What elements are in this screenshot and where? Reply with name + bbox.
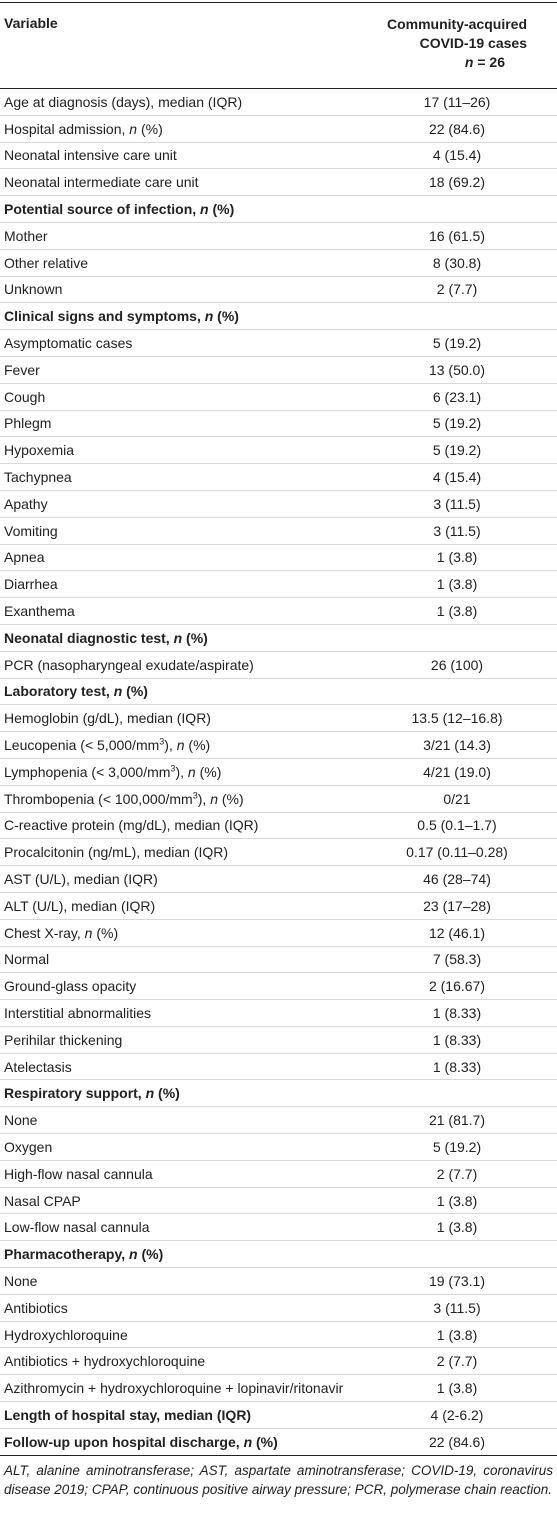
table-row: [0, 1375, 557, 1402]
row-value: 1 (8.33): [432, 1004, 482, 1021]
table-row: [0, 1161, 557, 1188]
row-value: 26 (100): [430, 656, 484, 673]
row-value: 1 (3.8): [436, 1192, 478, 1209]
table-row: [0, 89, 557, 116]
row-label: Antibiotics + hydroxychloroquine: [4, 1353, 206, 1370]
row-label: Other relative: [4, 254, 89, 271]
variable-column-header: Variable: [4, 15, 58, 31]
row-value: 21 (81.7): [428, 1112, 486, 1129]
row-value: 1 (3.8): [436, 603, 478, 620]
row-value: 22 (84.6): [428, 1433, 486, 1450]
table-row: [0, 1000, 557, 1027]
row-label: High-flow nasal cannula: [4, 1165, 153, 1182]
table-row: [0, 732, 557, 759]
row-value: 5 (19.2): [432, 335, 482, 352]
table-row: [0, 1348, 557, 1375]
table-row: [0, 464, 557, 491]
row-label: Diarrhea: [4, 576, 58, 593]
row-label: Cough: [4, 388, 46, 405]
table-row: [0, 920, 557, 947]
row-label: None: [4, 1272, 38, 1289]
row-value: 5 (19.2): [432, 442, 482, 459]
cases-header-n: n = 26: [464, 54, 505, 70]
row-label: Hypoxemia: [4, 442, 75, 459]
row-label: PCR (nasopharyngeal exudate/aspirate): [4, 656, 254, 673]
row-value: 46 (28–74): [423, 871, 491, 887]
row-value: 5 (19.2): [432, 1138, 482, 1155]
row-label: Neonatal intensive care unit: [4, 147, 177, 164]
row-label: Atelectasis: [4, 1058, 72, 1075]
row-label: Thrombopenia (< $100,000/mm^3$), n (%): [4, 789, 244, 807]
row-label: Clinical signs and symptoms, n (%): [4, 308, 239, 325]
row-label: Azithromycin + hydroxychloroquine + lopinavir/ritonavir: [4, 1380, 344, 1397]
row-value: 7 (58.3): [432, 951, 482, 968]
row-value: 0/21: [443, 790, 471, 807]
row-label: C-reactive protein (mg/dL), median (IQR): [4, 817, 259, 834]
row-label: Neonatal intermediate care unit: [4, 174, 199, 191]
table-row: [0, 839, 557, 866]
table-row: [0, 169, 557, 196]
row-label: Apathy: [4, 495, 48, 512]
row-value: 23 (17–28): [423, 897, 491, 914]
row-value: 3 (11.5): [433, 522, 481, 539]
row-value: 4 (2-6.2): [430, 1406, 484, 1423]
cases-header-line1: Community-acquired: [386, 16, 527, 32]
row-label: Mother: [4, 227, 48, 244]
row-label: Nasal CPAP: [4, 1192, 81, 1209]
table-row: [0, 866, 557, 893]
table-row: [0, 813, 557, 840]
table-row: [0, 893, 557, 920]
row-value: 22 (84.6): [428, 120, 486, 137]
row-label: Ground-glass opacity: [4, 978, 137, 995]
row-value: 6 (23.1): [432, 388, 482, 405]
table-row: [0, 250, 557, 277]
row-label: Leucopenia (< $5,000/mm^3$), n (%): [4, 736, 211, 754]
row-label: Neonatal diagnostic test, n (%): [4, 629, 208, 646]
row-label: Interstitial abnormalities: [4, 1004, 152, 1021]
row-value: 0.5 (0.1–1.7): [417, 817, 497, 834]
row-value: 19 (73.1): [428, 1272, 486, 1289]
row-value: 1 (3.8): [436, 1380, 478, 1397]
table-row: [0, 277, 557, 304]
table-row: [0, 947, 557, 974]
row-label: Tachypnea: [4, 469, 72, 486]
table-row: [0, 1134, 557, 1161]
table-section-row: [0, 1429, 557, 1456]
row-label: Lymphopenia (< $3,000/mm^3$), n (%): [4, 763, 222, 780]
table-row: [0, 598, 557, 625]
row-value: 0.17 (0.11–0.28): [406, 844, 508, 861]
table-row: [0, 571, 557, 598]
row-label: Pharmacotherapy, n (%): [4, 1246, 164, 1263]
table-row: [0, 973, 557, 1000]
row-label: ALT (U/L), median (IQR): [4, 897, 156, 914]
row-label: Length of hospital stay, median (IQR): [4, 1406, 252, 1423]
row-value: 18 (69.2): [428, 174, 486, 191]
row-label: Exanthema: [4, 603, 75, 620]
table-row: [0, 652, 557, 679]
table-row: [0, 143, 557, 170]
table-section-row: [0, 1402, 557, 1429]
row-value: 12 (46.1): [428, 924, 486, 941]
data-table: [0, 2, 557, 1499]
row-value: 1 (3.8): [436, 1219, 478, 1236]
row-label: Fever: [4, 361, 40, 378]
row-label: Hospital admission, n (%): [4, 120, 163, 137]
row-value: 4/21 (19.0): [423, 763, 491, 780]
table-row: [0, 384, 557, 411]
row-label: Vomiting: [4, 522, 58, 539]
row-label: Follow-up upon hospital discharge, n (%): [4, 1433, 278, 1450]
table-row: [0, 1295, 557, 1322]
row-label: Potential source of infection, n (%): [4, 201, 235, 218]
row-label: Age at diagnosis (days), median (IQR): [4, 93, 243, 110]
row-value: 4 (15.4): [432, 147, 482, 164]
table-row: [0, 116, 557, 143]
row-label: Apnea: [4, 549, 45, 566]
table-footnote: ALT, alanine aminotransferase; AST, aspartate aminotransferase; COVID-19, coronavirus disease 2019; CPAP, continuous positive airway pressure; PCR, polymerase chain reaction.: [4, 1462, 553, 1497]
row-value: 13 (50.0): [428, 361, 486, 378]
row-label: None: [4, 1112, 38, 1129]
table-row: [0, 1107, 557, 1134]
table-row: [0, 759, 557, 786]
row-label: Chest X-ray, n (%): [4, 924, 119, 941]
table-row: [0, 545, 557, 572]
table-section-row: [0, 625, 557, 652]
row-value: 16 (61.5): [428, 227, 486, 244]
row-label: Oxygen: [4, 1138, 53, 1155]
row-label: Respiratory support, n (%): [4, 1085, 180, 1102]
row-value: 1 (8.33): [432, 1058, 482, 1075]
table-section-row: [0, 1241, 557, 1268]
table-row: [0, 411, 557, 438]
table-row: [0, 1214, 557, 1241]
table-section-row: [0, 303, 557, 330]
table-row: [0, 786, 557, 813]
row-label: Procalcitonin (ng/mL), median (IQR): [4, 844, 229, 861]
row-label: Low-flow nasal cannula: [4, 1219, 150, 1236]
row-value: 3 (11.5): [433, 495, 481, 512]
row-label: Antibiotics: [4, 1299, 68, 1316]
row-value: 1 (8.33): [432, 1031, 482, 1048]
table-row: [0, 1027, 557, 1054]
table-section-row: [0, 196, 557, 223]
row-label: Hydroxychloroquine: [4, 1326, 128, 1343]
row-value: 13.5 (12–16.8): [411, 710, 503, 727]
table-header: [0, 3, 557, 89]
row-value: 8 (30.8): [432, 254, 482, 271]
row-label: AST (U/L), median (IQR): [4, 871, 158, 887]
row-value: 1 (3.8): [436, 576, 478, 593]
row-value: 2 (7.7): [436, 1165, 478, 1182]
row-label: Unknown: [4, 281, 63, 298]
row-value: 3/21 (14.3): [423, 737, 491, 754]
table-row: [0, 518, 557, 545]
table-row: [0, 491, 557, 518]
table-row: [0, 1322, 557, 1349]
row-label: Hemoglobin (g/dL), median (IQR): [4, 710, 211, 727]
row-value: 2 (16.67): [428, 978, 486, 995]
row-label: Phlegm: [4, 415, 52, 432]
table-row: [0, 1268, 557, 1295]
table-section-row: [0, 1080, 557, 1107]
table-row: [0, 705, 557, 732]
row-label: Normal: [4, 951, 50, 968]
row-label: Asymptomatic cases: [4, 335, 133, 352]
row-label: Laboratory test, n (%): [4, 683, 148, 700]
cases-header-line2: COVID-19 cases: [419, 35, 527, 51]
table-row: [0, 357, 557, 384]
table-row: [0, 223, 557, 250]
cases-column-header: [307, 15, 527, 72]
table-row: [0, 1054, 557, 1081]
table-row: [0, 1188, 557, 1215]
table-section-row: [0, 679, 557, 706]
row-value: 5 (19.2): [432, 415, 482, 432]
table-row: [0, 437, 557, 464]
row-label: Perihilar thickening: [4, 1031, 123, 1048]
row-value: 3 (11.5): [433, 1299, 481, 1316]
row-value: 17 (11–26): [423, 93, 491, 110]
row-value: 1 (3.8): [436, 549, 478, 566]
table-row: [0, 330, 557, 357]
row-value: 2 (7.7): [436, 281, 478, 298]
row-value: 4 (15.4): [432, 469, 482, 486]
row-value: 2 (7.7): [436, 1353, 478, 1370]
table-body: [0, 89, 557, 1456]
row-value: 1 (3.8): [436, 1326, 478, 1343]
